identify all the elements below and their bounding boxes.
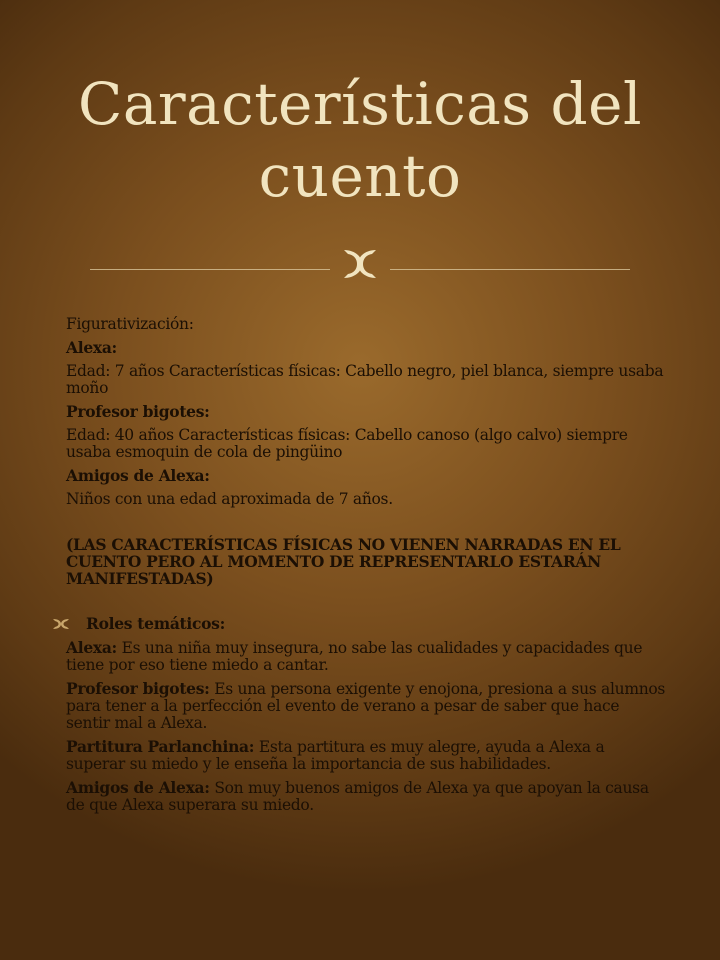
title-divider bbox=[90, 236, 630, 276]
alexa-description: Edad: 7 años Características físicas: Cabello negro, piel blanca, siempre usaba moño bbox=[66, 362, 664, 397]
characteristics-note: (LAS CARACTERÍSTICAS FÍSICAS NO VIENEN NARRADAS EN EL CUENTO PERO AL MOMENTO DE REPRESENTARLO ESTARÁN MANIFESTADAS) bbox=[66, 535, 621, 588]
role-text: Son muy buenos amigos de Alexa ya que apoyan la causa de que Alexa superara su miedo. bbox=[66, 779, 649, 814]
slide-title bbox=[40, 68, 680, 212]
divider-line-right bbox=[390, 269, 630, 270]
amigos-description: Niños con una edad aproximada de 7 años. bbox=[66, 490, 393, 508]
role-text: Es una niña muy insegura, no sabe las cualidades y capacidades que tiene por eso tiene miedo a cantar. bbox=[66, 639, 643, 674]
role-name: Partitura Parlanchina: bbox=[66, 737, 255, 756]
role-name: Amigos de Alexa: bbox=[66, 778, 210, 797]
role-text: Esta partitura es muy alegre, ayuda a Alexa a superar su miedo y le enseña la importancia de sus habilidades. bbox=[66, 738, 605, 773]
divider-line-left bbox=[90, 269, 330, 270]
slide-title-line-1: Características del bbox=[77, 70, 643, 138]
role-name: Alexa: bbox=[66, 638, 117, 657]
amigos-heading: Amigos de Alexa: bbox=[66, 466, 210, 485]
role-item bbox=[66, 680, 666, 732]
role-text: Es una persona exigente y enojona, presiona a sus alumnos para tener a la perfección el evento de verano a pesar de saber que hace sentir mal a Alexa. bbox=[66, 680, 666, 732]
alexa-heading: Alexa: bbox=[66, 338, 117, 357]
roles-heading: Roles temáticos: bbox=[86, 614, 226, 633]
content-body bbox=[66, 316, 666, 820]
slide-title-line-2: cuento bbox=[258, 142, 462, 210]
decorative-bullet-icon bbox=[52, 617, 70, 631]
role-item bbox=[66, 639, 666, 674]
profesor-description: Edad: 40 años Características físicas: Cabello canoso (algo calvo) siempre usaba esmoquin de cola de pingüino bbox=[66, 426, 628, 461]
role-name: Profesor bigotes: bbox=[66, 679, 210, 698]
role-item bbox=[66, 779, 666, 814]
role-item bbox=[66, 738, 666, 773]
decorative-swirl-icon bbox=[338, 246, 382, 282]
roles-heading-row bbox=[66, 615, 666, 633]
figurativizacion-label: Figurativización: bbox=[66, 315, 194, 333]
profesor-heading: Profesor bigotes: bbox=[66, 402, 210, 421]
